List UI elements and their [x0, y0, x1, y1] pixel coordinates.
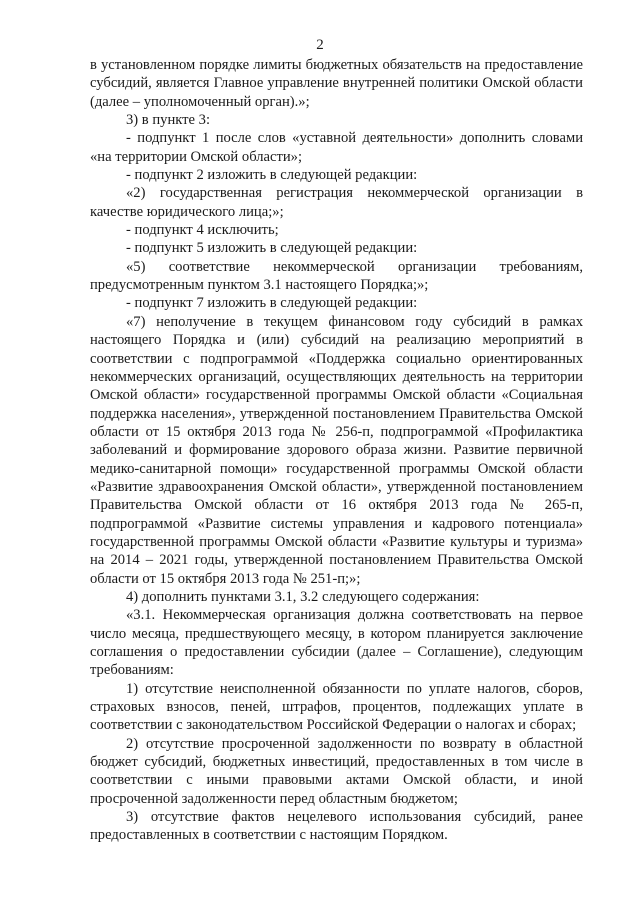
document-body	[90, 56, 583, 845]
paragraph-requirement-2: 2) отсутствие просроченной задолженности по возврату в областной бюджет субсидий, бюджетных инвестиций, предоставленных в том числе в соответствии с иными правовыми актами Омской области, и иной просроченной задолженности перед областным бюджетом;	[90, 735, 583, 807]
paragraph-intro: в установленном порядке лимиты бюджетных обязательств на предоставление субсидий, является Главное управление внутренней политики Омской области (далее – уполномоченный орган).»;	[90, 57, 583, 110]
paragraph-subitem-7-text: «7) неполучение в текущем финансовом году субсидий в рамках настоящего Порядка и (или) субсидий на реализацию мероприятий в соответствии с подпрограммой «Поддержка социально ориентированных некоммерческих организаций, осуществляющих деятельность на территории Омской области» государственной программы Омской области «Социальная поддержка населения», утвержденной постановлением Правительства Омской области от 15 октября 2013 года № 256-п, подпрограммой «Профилактика заболеваний и формирование здорового образа жизни. Развитие первичной медико-санитарной помощи» государственной программы Омской области «Развитие здравоохранения Омской области», утвержденной постановлением Правительства Омской области от 16 октября 2013 года № 265-п, подпрограммой «Развитие системы управления и кадрового потенциала» государственной программы Омской области «Развитие культуры и туризма» на 2014 – 2021 годы, утвержденной постановлением Правительства Омской области от 15 октября 2013 года № 251-п;»;	[90, 313, 583, 587]
paragraph-requirement-3: 3) отсутствие фактов нецелевого использования субсидий, ранее предоставленных в соответствии с настоящим Порядком.	[90, 809, 583, 844]
paragraph-requirement-1: 1) отсутствие неисполненной обязанности по уплате налогов, сборов, страховых взносов, пеней, штрафов, процентов, подлежащих уплате в соответствии с законодательством Российской Федерации о налогах и сборах;	[90, 680, 583, 734]
paragraph-subitem-2-text: «2) государственная регистрация некоммерческой организации в качестве юридического лица;»;	[90, 185, 583, 220]
paragraph-item-4: 4) дополнить пунктами 3.1, 3.2 следующего содержания:	[126, 588, 480, 605]
paragraph-subitem-4: - подпункт 4 исключить;	[126, 222, 279, 239]
paragraph-subitem-5-header: - подпункт 5 изложить в следующей редакции:	[126, 240, 418, 257]
page-number: 2	[316, 37, 324, 53]
paragraph-subitem-1: - подпункт 1 после слов «уставной деятельности» дополнить словами «на территории Омской области»;	[90, 130, 583, 165]
paragraph-subitem-7-header: - подпункт 7 изложить в следующей редакции:	[126, 295, 418, 312]
paragraph-subitem-2-header: - подпункт 2 изложить в следующей редакции:	[126, 167, 418, 184]
paragraph-subitem-5-text: «5) соответствие некоммерческой организации требованиям, предусмотренным пунктом 3.1 настоящего Порядка;»;	[90, 258, 583, 294]
paragraph-item-3: 3) в пункте 3:	[126, 112, 211, 129]
paragraph-section-3-1: «3.1. Некоммерческая организация должна соответствовать на первое число месяца, предшествующего месяцу, в котором планируется заключение соглашения о предоставлении субсидии (далее – Соглашение), следующим требованиям:	[90, 607, 583, 679]
